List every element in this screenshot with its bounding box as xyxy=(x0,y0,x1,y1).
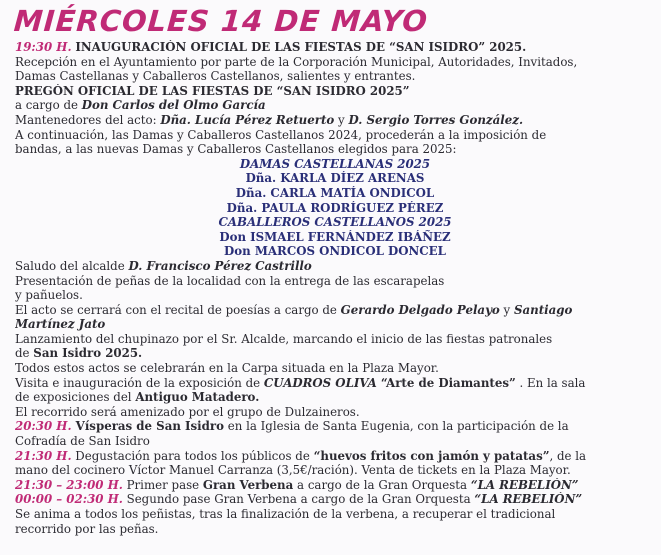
page-title: MIÉRCOLES 14 DE MAYO xyxy=(12,4,430,38)
recital-line: El acto se cerrará con el recital de poesías a cargo de Gerardo Delgado Pelayo y Santiago xyxy=(15,302,573,317)
dulzaineros-line: El recorrido será amenizado por el grupo de Dulzaineros. xyxy=(15,404,360,419)
caballero-name: Don MARCOS ONDICOL DONCEL xyxy=(224,244,446,259)
presentacion-line: y pañuelos. xyxy=(15,288,83,303)
damas-heading: DAMAS CASTELLANAS 2025 xyxy=(239,156,431,171)
program-body xyxy=(15,40,655,536)
visita-line: Visita e inauguración de la exposición de CUADROS OLIVA “Arte de Diamantes” . En la sala xyxy=(15,375,586,390)
caballero-name: Don ISMAEL FERNÁNDEZ IBÁÑEZ xyxy=(219,229,451,244)
schedule-line: Se anima a todos los peñistas, tras la finalización de la verbena, a recuperar el tradicional xyxy=(15,507,556,521)
pregon-text: A continuación, las Damas y Caballeros Castellanos 2024, procederán a la imposición de xyxy=(15,127,547,142)
schedule-line: mano del cocinero Víctor Manuel Carranza (3,5€/ración). Venta de tickets en la Plaza Mayor. xyxy=(15,463,571,478)
saludo-line: Saludo del alcalde D. Francisco Pérez Castrillo xyxy=(15,258,312,273)
event-time: 19:30 H. xyxy=(15,40,72,54)
dama-name: Dña. KARLA DÍEZ ARENAS xyxy=(245,171,425,186)
dama-name: Dña. PAULA RODRÍGUEZ PÉREZ xyxy=(226,200,444,215)
schedule-line: 00:00 – 02:30 H. Segundo pase Gran Verbena a cargo de la Gran Orquesta “LA REBELIÓN” xyxy=(15,492,583,507)
dama-name: Dña. CARLA MATÍA ONDICOL xyxy=(235,185,435,200)
event-description: Damas Castellanas y Caballeros Castellanos, salientes y entrantes. xyxy=(15,69,416,84)
schedule-line: recorrido por las peñas. xyxy=(15,521,159,536)
event-description: Recepción en el Ayuntamiento por parte de la Corporación Municipal, Autoridades, Invitados, xyxy=(15,54,578,69)
recital-line: Martínez Jato xyxy=(15,317,106,332)
schedule-line: 20:30 H. Vísperas de San Isidro en la Iglesia de Santa Eugenia, con la participación de la xyxy=(15,419,569,434)
caballeros-heading: CABALLEROS CASTELLANOS 2025 xyxy=(218,215,452,230)
chupinazo-line: de San Isidro 2025. xyxy=(15,346,143,361)
schedule-line: 21:30 H. Degustación para todos los públicos de “huevos fritos con jamón y patatas”, de la xyxy=(15,448,587,463)
pregon-heading: PREGÓN OFICIAL DE LAS FIESTAS DE “SAN ISIDRO 2025” xyxy=(15,83,410,98)
pregon-mantenedores: Mantenedores del acto: Dña. Lucía Pérez Retuerto y D. Sergio Torres González. xyxy=(15,112,524,127)
presentacion-line: Presentación de peñas de la localidad con la entrega de las escarapelas xyxy=(15,273,445,288)
pregon-text: bandas, a las nuevas Damas y Caballeros Castellanos elegidos para 2025: xyxy=(15,142,457,157)
expo-line: de exposiciones del Antiguo Matadero. xyxy=(15,390,260,405)
carpa-line: Todos estos actos se celebrarán en la Carpa situada en la Plaza Mayor. xyxy=(15,361,439,376)
schedule-line: Cofradía de San Isidro xyxy=(15,434,150,449)
event-title: INAUGURACIÓN OFICIAL DE LAS FIESTAS DE “SAN ISIDRO” 2025. xyxy=(75,40,527,54)
event-line xyxy=(15,40,655,55)
chupinazo-line: Lanzamiento del chupinazo por el Sr. Alcalde, marcando el inicio de las fiestas patronales xyxy=(15,331,553,346)
schedule-line: 21:30 – 23:00 H. Primer pase Gran Verbena a cargo de la Gran Orquesta “LA REBELIÓN” xyxy=(15,477,579,492)
pregon-by: a cargo de Don Carlos del Olmo García xyxy=(15,98,266,113)
